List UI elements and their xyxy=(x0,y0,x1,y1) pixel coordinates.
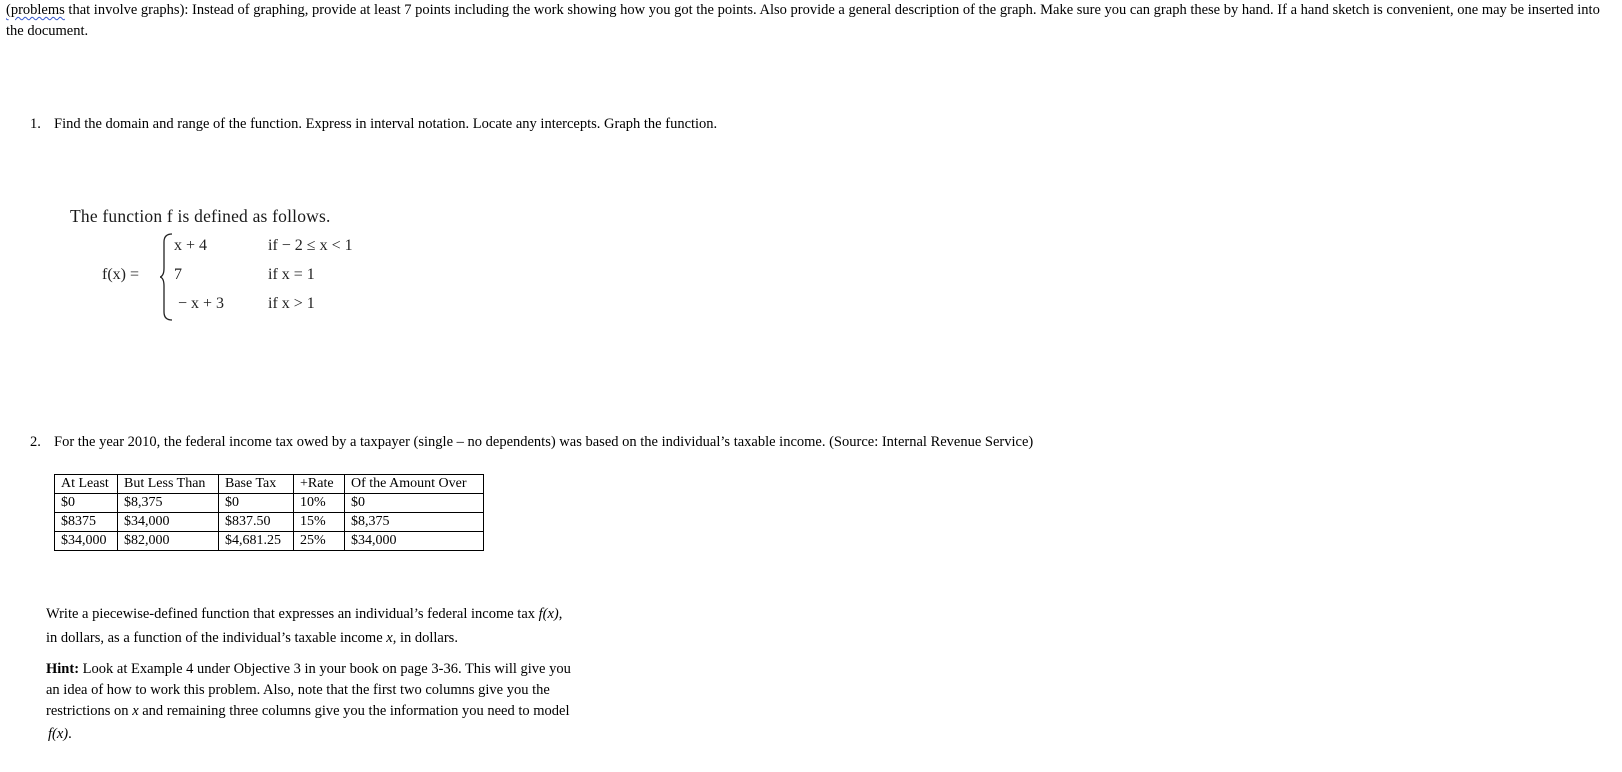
instructions-text: that involve graphs): Instead of graphing, provide at least 7 points including the work showing how you got the points. Also provide a general description of the graph. Make sure you can graph these by hand. If a hand sketch is convenient, one may be inserted into the document. xyxy=(6,2,1600,39)
table-header: Of the Amount Over xyxy=(345,475,484,494)
table-cell: $4,681.25 xyxy=(219,532,294,551)
table-cell: 25% xyxy=(294,532,345,551)
write-text: , xyxy=(558,606,563,622)
spellcheck-word: (problems xyxy=(6,2,65,18)
case-3-expression: − x + 3 xyxy=(178,295,225,312)
question-2-number: 2. xyxy=(30,434,41,450)
write-instruction-line-1 xyxy=(46,604,562,625)
table-cell: $8375 xyxy=(55,513,118,532)
table-cell: $837.50 xyxy=(219,513,294,532)
function-heading: The function f is defined as follows. xyxy=(70,206,331,226)
table-header: +Rate xyxy=(294,475,345,494)
table-row xyxy=(55,494,484,513)
hint-label: Hint: xyxy=(46,661,80,677)
hint-text: restrictions on xyxy=(46,703,133,719)
table-cell: $0 xyxy=(55,494,118,513)
table-row xyxy=(55,532,484,551)
table-cell: $8,375 xyxy=(345,513,484,532)
instructions-paragraph xyxy=(6,0,1618,42)
case-1-expression: x + 4 xyxy=(174,237,208,254)
hint-line-2: an idea of how to work this problem. Also, note that the first two columns give you the xyxy=(46,682,550,698)
question-2 xyxy=(30,432,1033,452)
fx-symbol: f(x) xyxy=(48,726,69,742)
table-header: But Less Than xyxy=(118,475,219,494)
function-lhs: f(x) = xyxy=(102,266,140,283)
hint-line-4 xyxy=(48,724,72,745)
hint-text: . xyxy=(68,726,72,742)
table-header: At Least xyxy=(55,475,118,494)
case-2-condition: if x = 1 xyxy=(268,266,315,283)
table-row xyxy=(55,513,484,532)
write-text: in dollars, as a function of the individual’s taxable income xyxy=(46,630,387,646)
table-cell: $82,000 xyxy=(118,532,219,551)
question-2-text: For the year 2010, the federal income tax owed by a taxpayer (single – no dependents) was based on the individual’s taxable income. (Source: Internal Revenue Service) xyxy=(54,434,1034,450)
hint-line-1 xyxy=(46,659,571,680)
left-brace-icon xyxy=(160,232,174,322)
hint-text: Look at Example 4 under Objective 3 in your book on page 3-36. This will give you xyxy=(79,661,571,677)
x-symbol: x xyxy=(386,630,393,646)
hint-line-3 xyxy=(46,701,570,722)
write-instruction-line-2 xyxy=(46,628,458,649)
table-header-row xyxy=(55,475,484,494)
table-cell: $34,000 xyxy=(55,532,118,551)
table-header: Base Tax xyxy=(219,475,294,494)
table-cell: 15% xyxy=(294,513,345,532)
table-cell: $0 xyxy=(219,494,294,513)
question-1 xyxy=(30,114,717,134)
table-cell: 10% xyxy=(294,494,345,513)
question-1-text: Find the domain and range of the function. Express in interval notation. Locate any intercepts. Graph the function. xyxy=(54,116,718,132)
fx-symbol: f(x) xyxy=(538,606,559,622)
table-cell: $34,000 xyxy=(118,513,219,532)
case-3-condition: if x > 1 xyxy=(268,295,315,312)
table-cell: $34,000 xyxy=(345,532,484,551)
tax-table xyxy=(54,474,484,551)
table-cell: $8,375 xyxy=(118,494,219,513)
hint-text: and remaining three columns give you the information you need to model xyxy=(138,703,570,719)
question-1-number: 1. xyxy=(30,116,41,132)
write-text: Write a piecewise-defined function that expresses an individual’s federal income tax xyxy=(46,606,539,622)
case-1-condition: if − 2 ≤ x < 1 xyxy=(268,237,353,254)
x-symbol: x xyxy=(132,703,139,719)
table-cell: $0 xyxy=(345,494,484,513)
write-text: , in dollars. xyxy=(392,630,458,646)
case-2-expression: 7 xyxy=(174,266,182,283)
